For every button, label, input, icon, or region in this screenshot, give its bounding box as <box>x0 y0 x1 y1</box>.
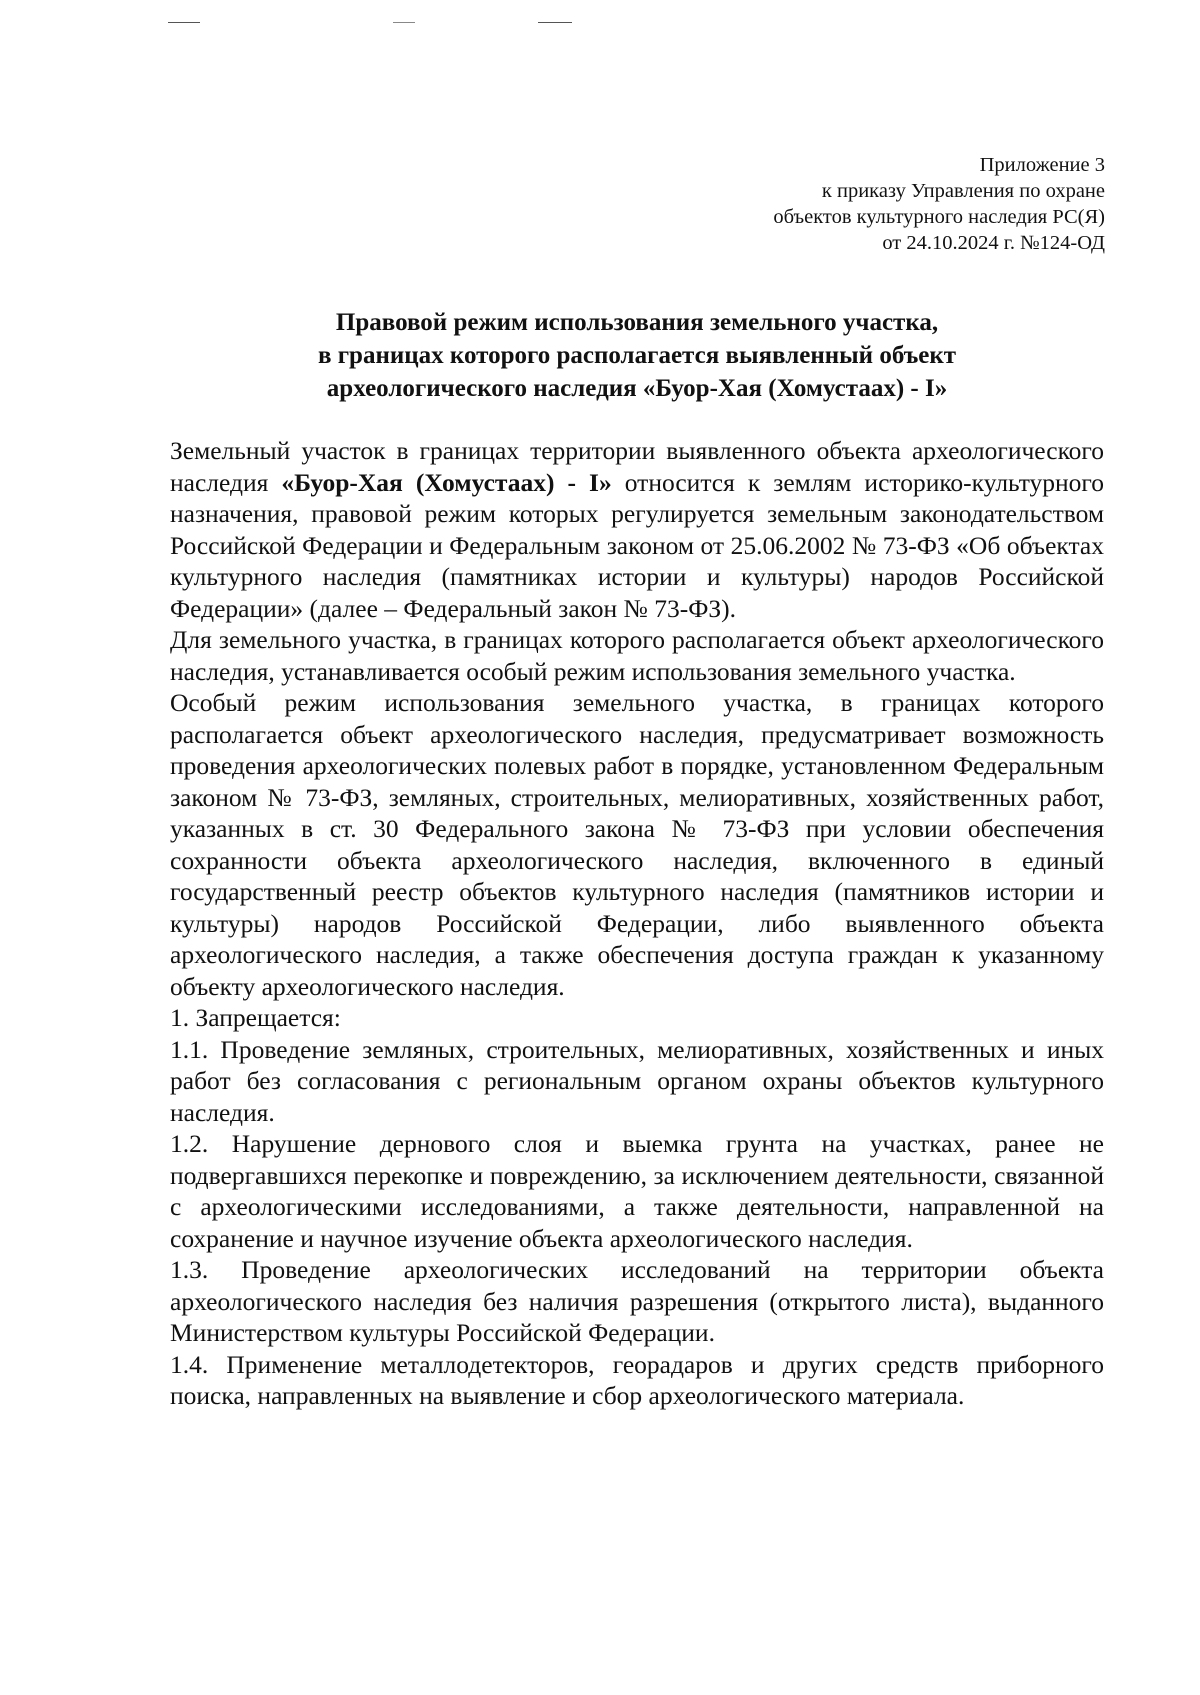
document-body <box>170 435 1104 1412</box>
site-name: «Буор-Хая (Хомустаах) - I» <box>281 467 612 497</box>
appendix-order-ref: к приказу Управления по охране <box>821 180 1105 202</box>
paragraph-item-1-3: 1.3. Проведение археологических исследований на территории объекта археологического наследия без наличия разрешения (открытого листа), выданного Министерством культуры Российской Федерации. <box>170 1255 1104 1347</box>
title-line-3: археологического наследия «Буор-Хая (Хомустаах) - I» <box>326 375 948 402</box>
paragraph-item-1-1: 1.1. Проведение земляных, строительных, мелиоративных, хозяйственных и иных работ без согласования с региональным органом охраны объектов культурного наследия. <box>170 1034 1104 1127</box>
scan-mark <box>168 22 200 23</box>
paragraph-special-regime: Для земельного участка, в границах которого располагается объект археологического наследия, устанавливается особый режим использования земельного участка. <box>170 625 1104 686</box>
paragraph-prohibited-heading: 1. Запрещается: <box>170 1003 341 1032</box>
scan-mark <box>538 22 572 23</box>
paragraph-land-status <box>170 435 1104 624</box>
scan-mark <box>393 22 415 23</box>
title-line-1: Правовой режим использования земельного участка, <box>335 309 939 336</box>
appendix-date: от 24.10.2024 г. №124-ОД <box>882 232 1105 254</box>
paragraph-text: относится к землям историко-культурного назначения, правовой режим которых регулируется земельным законодательством Российской Федерации и Федеральным законом от 25.06.2002 № 73-ФЗ «Об объектах культурного наследия (памятниках истории и культуры) народов Российской Федерации» (далее – Федеральный закон № 73-ФЗ). <box>170 467 1104 623</box>
appendix-number: Приложение 3 <box>979 154 1105 176</box>
appendix-header <box>773 152 1105 256</box>
paragraph-regime-details: Особый режим использования земельного участка, в границах которого располагается объект археологического наследия, предусматривает возможность проведения археологических полевых работ в порядке, установленном Федеральным законом № 73-ФЗ, земляных, строительных, мелиоративных, хозяйственных работ, указанных в ст. 30 Федерального закона № 73-ФЗ при условии обеспечения сохранности объекта археологического наследия, включенного в единый государственный реестр объектов культурного наследия (памятников истории и культуры) народов Российской Федерации, либо выявленного объекта археологического наследия, а также обеспечения доступа граждан к указанному объекту археологического наследия. <box>170 688 1104 1001</box>
scan-marks <box>0 22 1200 26</box>
paragraph-item-1-4: 1.4. Применение металлодетекторов, георадаров и других средств приборного поиска, направленных на выявление и сбор археологического материала. <box>170 1349 1104 1410</box>
appendix-authority: объектов культурного наследия РС(Я) <box>773 206 1105 228</box>
paragraph-item-1-2: 1.2. Нарушение дернового слоя и выемка грунта на участках, ранее не подвергавшихся перекопке и повреждению, за исключением деятельности, связанной с археологическими исследованиями, а также деятельности, направленной на сохранение и научное изучение объекта археологического наследия. <box>170 1129 1104 1253</box>
paragraph-text: Земельный участок в границах территории выявленного объекта археологического наследия <box>170 436 1104 497</box>
title-line-2: в границах которого располагается выявленный объект <box>317 342 957 369</box>
document-title <box>170 306 1104 405</box>
